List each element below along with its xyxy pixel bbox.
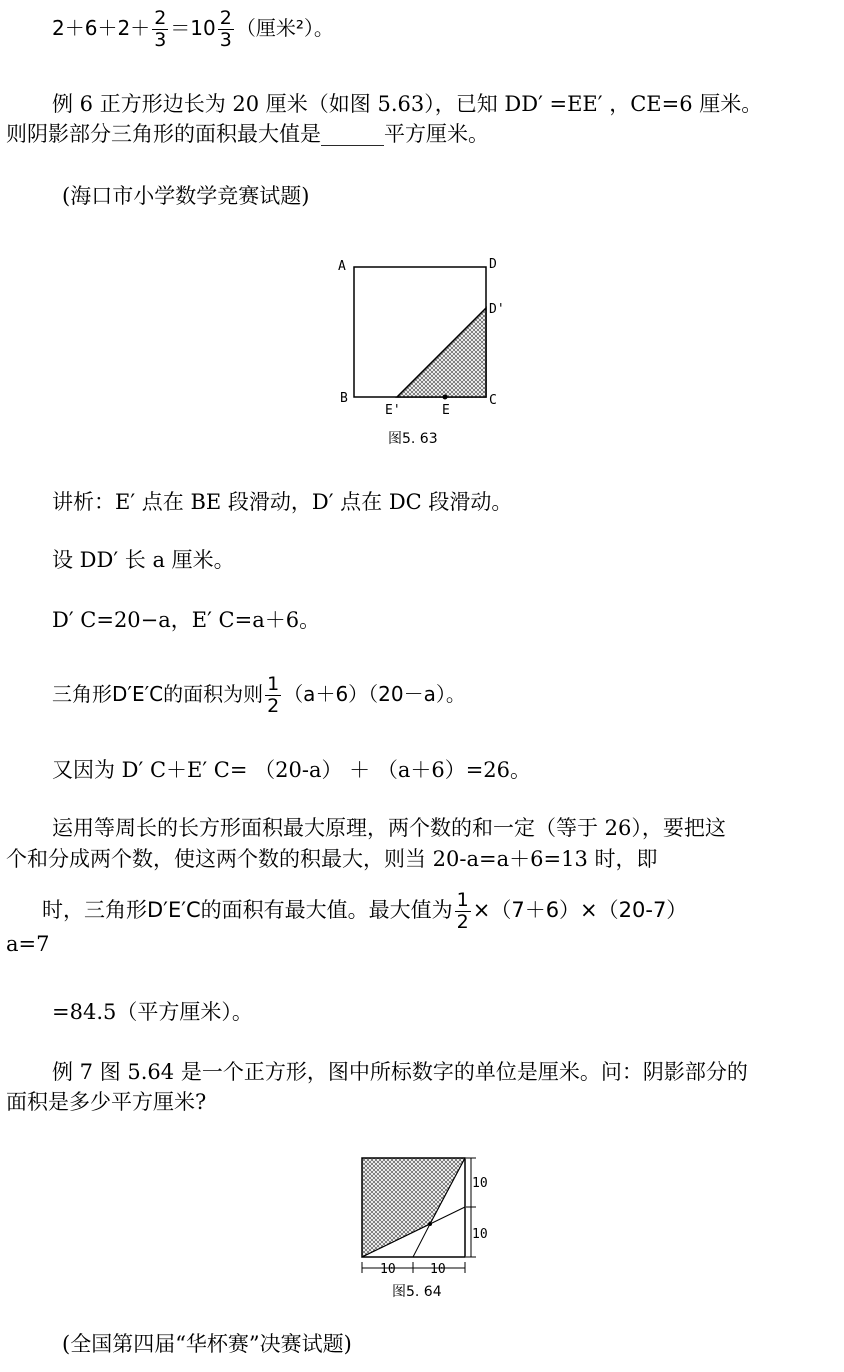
analysis-p7-prefix: 时，三角形D′E′C的面积有最大值。最大值为 bbox=[42, 898, 453, 922]
formula-suffix: （厘米²）。 bbox=[235, 16, 334, 40]
analysis-p2: 设 DD′ 长 a 厘米。 bbox=[52, 548, 235, 572]
analysis-p3: D′ C=20−a，E′ C=a＋6。 bbox=[52, 608, 321, 632]
analysis-p4-prefix: 三角形D′E′C的面积为则 bbox=[52, 682, 264, 706]
label-e: E bbox=[442, 403, 450, 418]
figure-caption-564: 图5. 64 bbox=[392, 1284, 442, 1300]
analysis-p7 bbox=[42, 886, 687, 934]
formula-eq: ＝10 bbox=[170, 16, 216, 40]
fraction-two-thirds: $\frac{2}{3}$ bbox=[154, 7, 167, 51]
analysis-p8: =84.5（平方厘米）。 bbox=[52, 1000, 253, 1024]
shaded-triangle bbox=[397, 308, 486, 397]
dim-right-bottom: 10 bbox=[472, 1227, 488, 1242]
figure-5-63 bbox=[330, 250, 510, 450]
formula-prefix: 2＋6＋2＋ bbox=[52, 16, 151, 40]
fraction-one-half: $\frac{1}{2}$ bbox=[267, 673, 280, 717]
analysis-p6-line2: 个和分成两个数，使这两个数的积最大，则当 20-a=a＋6=13 时，即 bbox=[6, 847, 658, 871]
analysis-p4-suffix: （a＋6）（20－a）。 bbox=[283, 682, 466, 706]
example6-line2: 则阴影部分三角形的面积最大值是______平方厘米。 bbox=[6, 122, 489, 146]
label-c: C bbox=[489, 393, 497, 408]
example7-line1: 例 7 图 5.64 是一个正方形，图中所标数字的单位是厘米。问：阴影部分的 bbox=[52, 1060, 748, 1084]
dim-right-top: 10 bbox=[472, 1176, 488, 1191]
fraction-one-half-b: $\frac{1}{2}$ bbox=[456, 888, 469, 933]
dim-bottom-right: 10 bbox=[430, 1262, 446, 1277]
analysis-p1: 讲析：E′ 点在 BE 段滑动，D′ 点在 DC 段滑动。 bbox=[52, 490, 513, 514]
dim-bottom-left: 10 bbox=[380, 1262, 396, 1277]
label-dprime: D' bbox=[489, 302, 505, 317]
example6-source: (海口市小学数学竞赛试题) bbox=[62, 184, 310, 208]
example6-line1: 例 6 正方形边长为 20 厘米（如图 5.63），已知 DD′ =EE′ ，CE=6 厘米。 bbox=[52, 92, 763, 116]
analysis-p5: 又因为 D′ C＋E′ C= （20-a） ＋ （a＋6）=26。 bbox=[52, 758, 532, 782]
label-a: A bbox=[338, 259, 346, 274]
example7-line2: 面积是多少平方厘米? bbox=[6, 1090, 207, 1114]
analysis-p7-suffix: ×（7＋6）×（20-7） bbox=[472, 898, 688, 922]
fraction-two-thirds-b: $\frac{2}{3}$ bbox=[219, 7, 232, 51]
figure-5-64 bbox=[350, 1150, 490, 1305]
shaded-region bbox=[362, 1158, 465, 1257]
analysis-p4 bbox=[52, 670, 466, 718]
label-eprime: E' bbox=[385, 403, 401, 418]
analysis-p7-a: a=7 bbox=[6, 932, 50, 956]
point-e bbox=[443, 395, 448, 400]
example7-source: (全国第四届“华杯赛”决赛试题) bbox=[62, 1332, 352, 1356]
analysis-p6-line1: 运用等周长的长方形面积最大原理，两个数的和一定（等于 26），要把这 bbox=[52, 816, 726, 840]
label-b: B bbox=[340, 391, 348, 406]
figure-caption-563: 图5. 63 bbox=[388, 431, 438, 447]
intersection-point bbox=[428, 1222, 432, 1226]
label-d: D bbox=[489, 257, 497, 272]
top-formula bbox=[52, 6, 334, 51]
